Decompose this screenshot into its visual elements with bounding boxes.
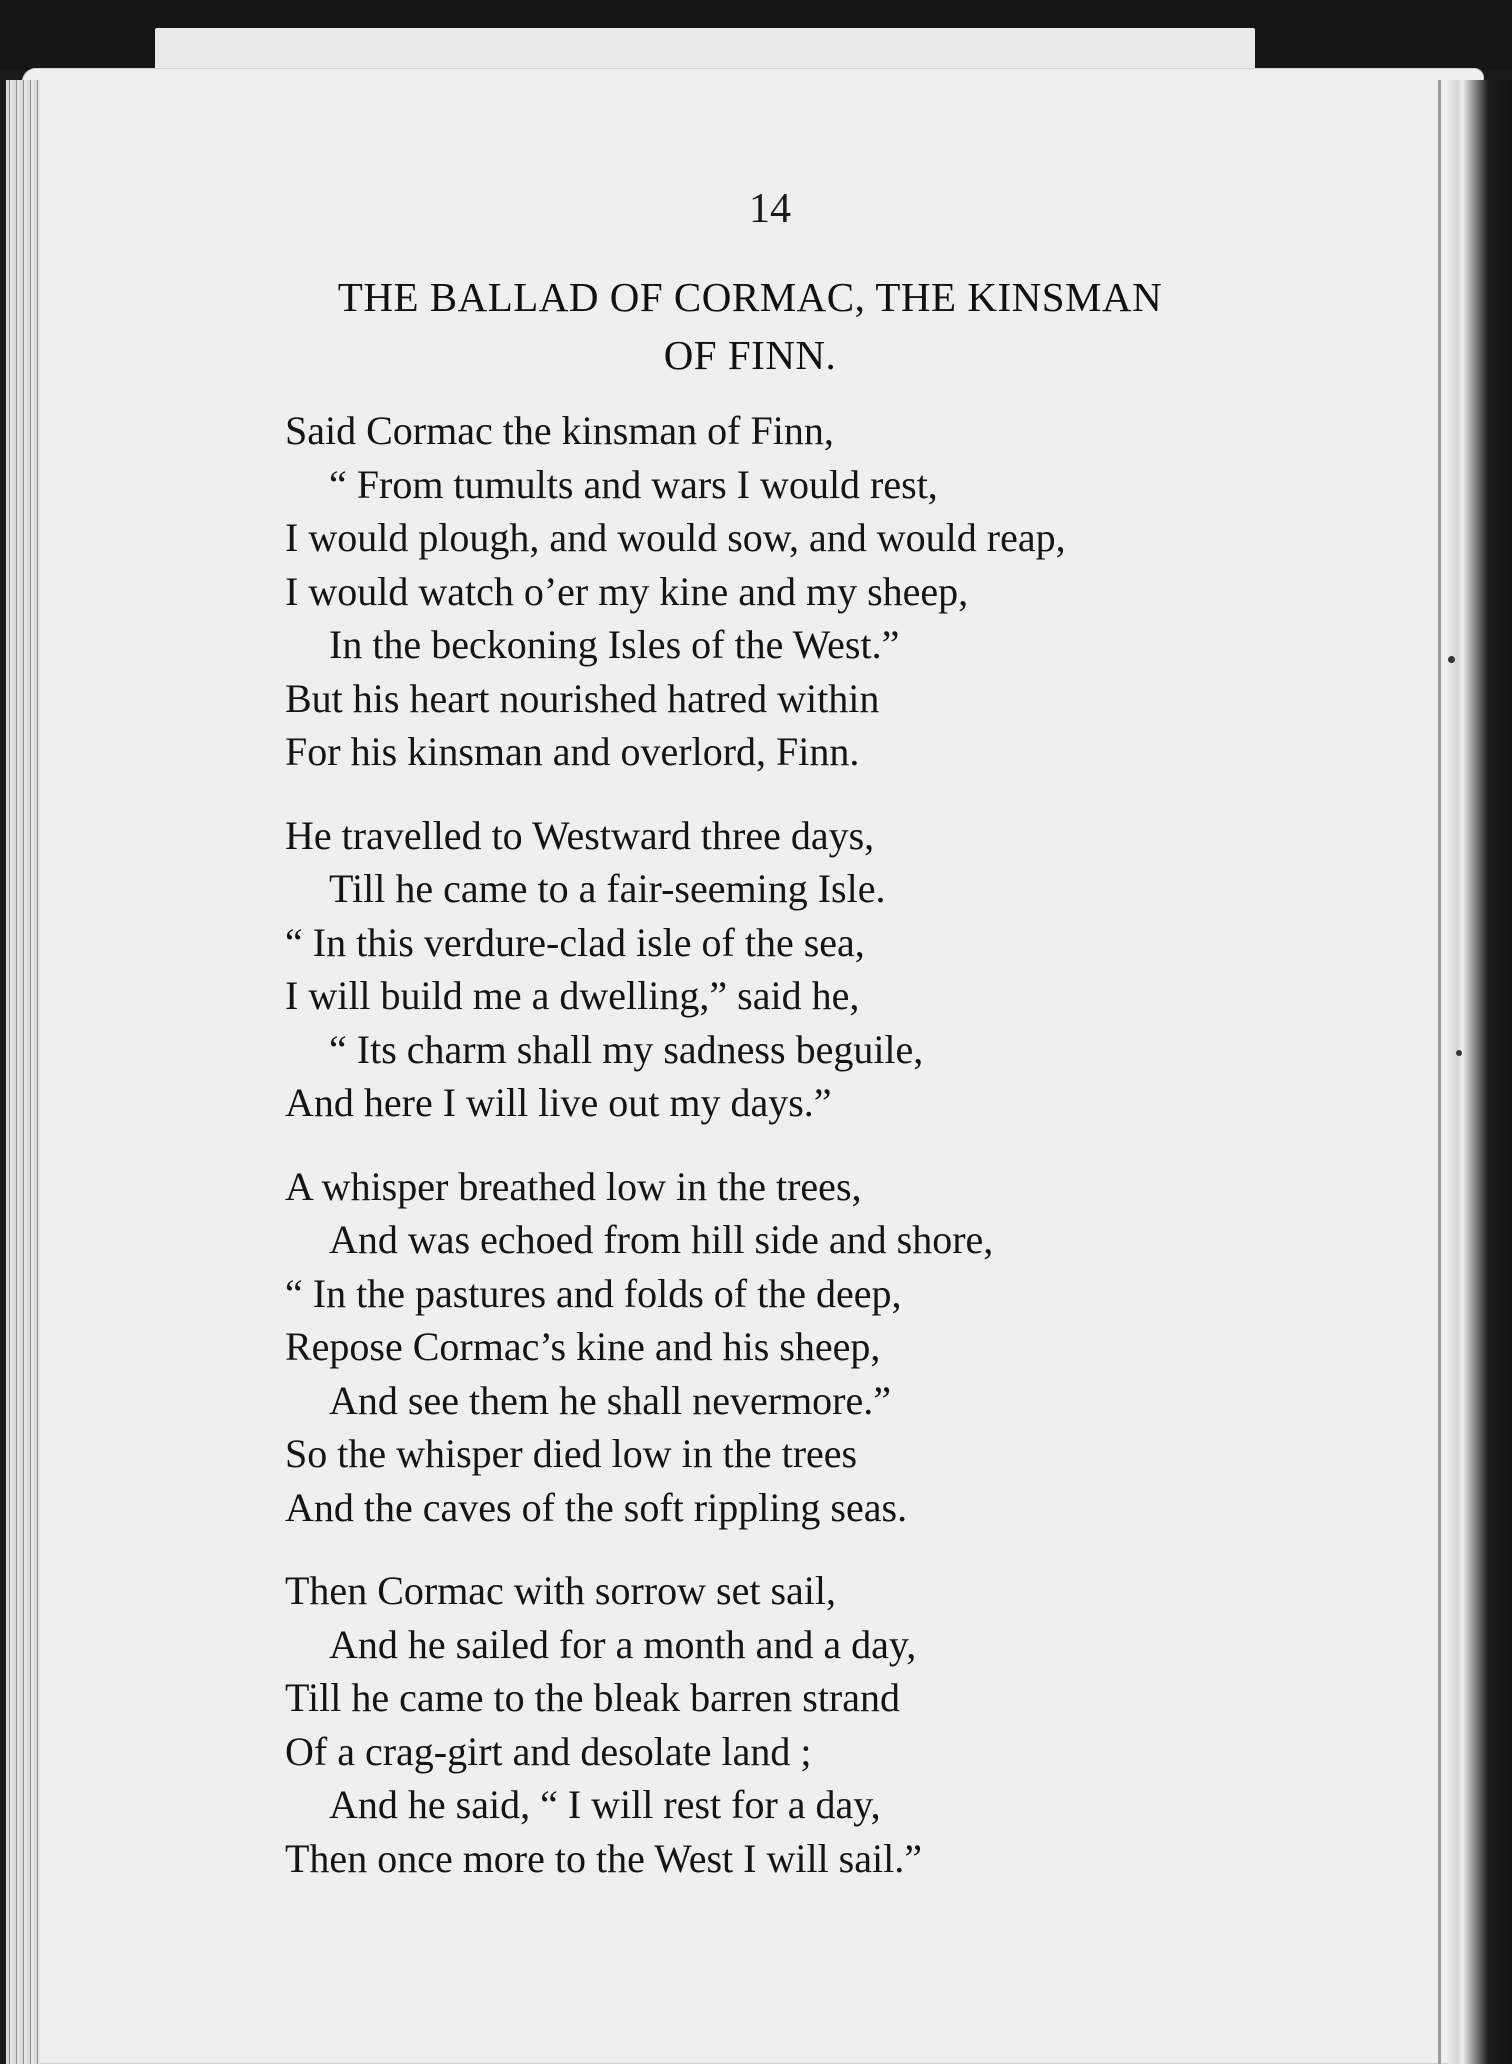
stanza — [285, 809, 1285, 1130]
poem-line: Till he came to the bleak barren strand — [285, 1675, 900, 1720]
poem-line: So the whisper died low in the trees — [285, 1431, 858, 1476]
poem-line: Then once more to the West I will sail.” — [285, 1835, 922, 1881]
book-binding — [1448, 80, 1512, 2064]
poem-line: “ Its charm shall my sadness beguile, — [329, 1026, 924, 1072]
poem-line: “ In this verdure-clad isle of the sea, — [285, 919, 865, 965]
page-number: 14 — [749, 186, 791, 232]
poem-line: Said Cormac the kinsman of Finn, — [285, 408, 834, 453]
poem-line: But his heart nourished hatred within — [285, 675, 880, 721]
poem-line: And here I will live out my days.” — [285, 1080, 832, 1125]
stanza — [285, 1564, 1285, 1885]
binding-mark — [1456, 1050, 1462, 1056]
poem-line: And see them he shall nevermore.” — [329, 1377, 892, 1423]
poem-line: I would watch o’er my kine and my sheep, — [285, 568, 969, 614]
poem-line: Of a crag-girt and desolate land ; — [285, 1728, 812, 1774]
poem-line: A whisper breathed low in the trees, — [285, 1163, 862, 1209]
poem-line: Till he came to a fair-seeming Isle. — [329, 866, 886, 911]
poem-line: “ In the pastures and folds of the deep, — [285, 1270, 902, 1316]
poem-title-line-2: OF FINN. — [663, 332, 837, 378]
poem-line: And he said, “ I will rest for a day, — [329, 1782, 881, 1827]
poem-line: Then Cormac with sorrow set sail, — [285, 1568, 836, 1613]
poem-line: For his kinsman and overlord, Finn. — [285, 729, 860, 774]
poem-title — [250, 268, 1250, 384]
stanza — [285, 1160, 1285, 1535]
gutter-line — [1438, 80, 1441, 2064]
poem-line: And was echoed from hill side and shore, — [329, 1217, 994, 1262]
stanza — [285, 404, 1285, 779]
poem-line: I will build me a dwelling,” said he, — [285, 973, 860, 1018]
poem-line: And the caves of the soft rippling seas. — [285, 1484, 908, 1530]
poem-line: I would plough, and would sow, and would reap, — [285, 515, 1066, 560]
poem-body — [285, 404, 1285, 1915]
poem-line: “ From tumults and wars I would rest, — [329, 461, 938, 507]
page-stack-edges — [6, 80, 40, 2064]
poem-title-line-1: THE BALLAD OF CORMAC, THE KINSMAN — [337, 274, 1163, 320]
poem-line: Repose Cormac’s kine and his sheep, — [285, 1324, 881, 1369]
binding-mark — [1448, 656, 1455, 663]
poem-line: In the beckoning Isles of the West.” — [329, 622, 900, 667]
poem-line: And he sailed for a month and a day, — [329, 1621, 917, 1667]
poem-line: He travelled to Westward three days, — [285, 812, 875, 858]
